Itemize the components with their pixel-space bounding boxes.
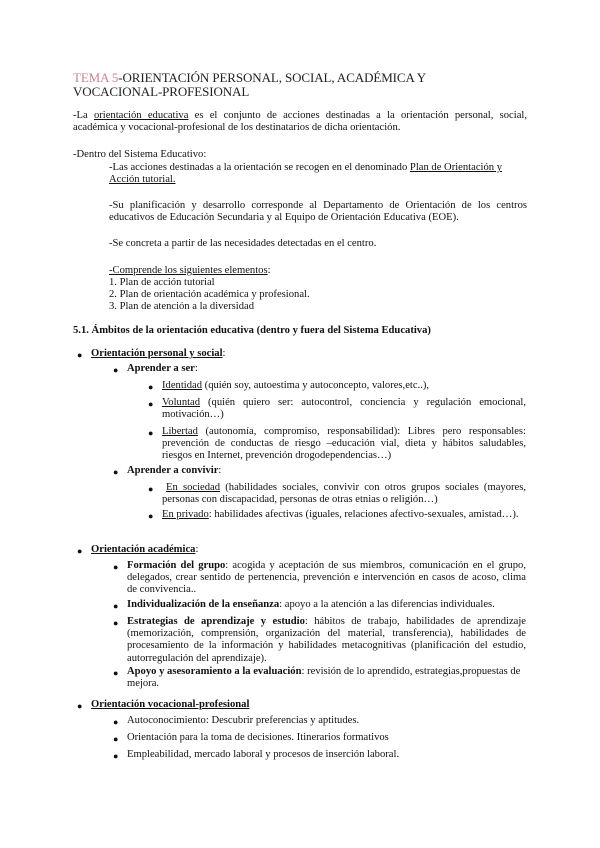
academic-item-term: Formación del grupo <box>127 560 226 571</box>
academic-item-text: : apoyo a la atención a las diferencias individuales. <box>279 599 495 610</box>
ser-item-text: (quién quiero ser: autocontrol, conciencia y regulación emocional, motivación…) <box>162 397 526 421</box>
convivir-item-sociedad <box>162 482 526 506</box>
academic-item-text: : acogida y aceptación de sus miembros, comunicación en el grupo, delegados, crear sentido de pertenencia, prevención e intervención en casos de acoso, clima de convivencia.. <box>127 560 526 596</box>
aprender-ser-heading <box>127 363 198 375</box>
aprender-convivir-colon: : <box>218 465 222 476</box>
elements-heading-colon: : <box>267 265 271 276</box>
section-heading: 5.1. Ámbitos de la orientación educativa (dentro y fuera del Sistema Educativa) <box>73 325 431 336</box>
elements-list-item: 2. Plan de orientación académica y profesional. <box>109 289 310 300</box>
intro-term: orientación educativa <box>93 110 189 121</box>
bullet-icon: ● <box>113 467 119 477</box>
intro-paragraph <box>73 110 527 134</box>
intro-rest: es el conjunto de acciones destinadas a la orientación personal, social, académica y vocacional-profesional de los destinatarios de dicha orientación. <box>73 110 527 134</box>
elements-list-item: 3. Plan de atención a la diversidad <box>109 301 255 312</box>
academic-item-text: : revisión de lo aprendido, estrategias,propuestas de mejora. <box>127 666 521 690</box>
ser-item-identidad <box>162 380 526 392</box>
vocational-item: Autoconocimiento: Descubrir preferencias y aptitudes. <box>127 715 360 726</box>
vocational-heading: Orientación vocacional-profesional <box>91 699 250 710</box>
academic-colon: : <box>195 544 199 555</box>
convivir-item-term: En sociedad <box>166 482 221 493</box>
elements-list-item: 1. Plan de acción tutorial <box>109 277 215 288</box>
elements-heading-text: -Comprende los siguientes elementos <box>109 265 268 276</box>
academic-item-estrategias <box>127 616 526 665</box>
system-paragraph-planning: -Su planificación y desarrollo corresponde al Departamento de Orientación de los centros educativos de Educación Secundaria y al Equipo de Orientación Educativa (EOE). <box>109 200 527 224</box>
bullet-icon: ● <box>113 751 119 761</box>
elements-heading <box>109 265 271 277</box>
intro-prefix: -La <box>73 110 94 121</box>
aprender-convivir-heading <box>127 465 221 477</box>
personal-label: Orientación personal y social <box>91 348 223 359</box>
aprender-ser-colon: : <box>194 363 198 374</box>
system-p1-prefix: -Las acciones destinadas a la orientación se recogen en el denominado <box>109 162 410 173</box>
ser-item-term: Voluntad <box>162 397 201 408</box>
bullet-icon: ● <box>148 399 154 409</box>
aprender-convivir-label: Aprender a convivir <box>127 465 219 476</box>
bullet-icon: ● <box>113 717 119 727</box>
ser-item-libertad <box>162 426 526 463</box>
academic-item-term: Individualización de la enseñanza <box>127 599 280 610</box>
bullet-icon: ● <box>113 365 119 375</box>
ser-item-text: (quién soy, autoestima y autoconcepto, valores,etc..), <box>202 380 430 391</box>
system-paragraph-plan <box>109 162 527 186</box>
bullet-icon: ● <box>77 701 83 711</box>
bullet-icon: ● <box>113 668 119 678</box>
vocational-item: Orientación para la toma de decisiones. Itinerarios formativos <box>127 732 389 743</box>
bullet-icon: ● <box>113 618 119 628</box>
academic-item-term: Apoyo y asesoramiento a la evaluación <box>127 666 302 677</box>
bullet-icon: ● <box>148 484 154 494</box>
title-text-line1: -ORIENTACIÓN PERSONAL, SOCIAL, ACADÉMICA Y <box>118 70 426 85</box>
academic-item-term: Estrategias de aprendizaje y estudio <box>127 616 305 627</box>
academic-item-evaluacion <box>127 666 526 690</box>
bullet-icon: ● <box>113 601 119 611</box>
system-heading: -Dentro del Sistema Educativo: <box>73 149 207 160</box>
title-text-line2: VOCACIONAL-PROFESIONAL <box>73 84 250 99</box>
academic-item-text: : hábitos de trabajo, habilidades de aprendizaje (memorización, comprensión, organización del material, transferencia), habilidades de procesamiento de la información y habilidades metacognitivas (planificación del estudio, autorregulación del aprendizaje). <box>127 616 526 664</box>
convivir-item-privado <box>162 509 526 521</box>
personal-colon: : <box>222 348 226 359</box>
vocational-item: Empleabilidad, mercado laboral y procesos de inserción laboral. <box>127 749 400 760</box>
personal-heading <box>91 348 226 360</box>
bullet-icon: ● <box>148 428 154 438</box>
academic-heading <box>91 544 198 556</box>
academic-item-formacion <box>127 560 526 597</box>
system-p1-plan: Plan de Orientación y Acción tutorial. <box>109 162 503 186</box>
convivir-item-text: : habilidades afectivas (iguales, relaciones afectivo-sexuales, amistad…). <box>208 509 519 520</box>
bullet-icon: ● <box>148 382 154 392</box>
ser-item-text: (autonomía, compromiso, responsabilidad): Libres pero responsables: prevención de conductas de riesgo –educación vial, dieta y hábitos saludables, riesgos en Internet, prevención drogodependencias…) <box>162 426 526 462</box>
ser-item-voluntad <box>162 397 526 421</box>
aprender-ser-label: Aprender a ser <box>127 363 195 374</box>
bullet-icon: ● <box>77 350 83 360</box>
bullet-icon: ● <box>148 511 154 521</box>
convivir-item-text: (habilidades sociales, convivir con otros grupos sociales (mayores, personas con discapacidad, personas de otras etnias o religión…) <box>162 482 527 506</box>
bullet-icon: ● <box>113 562 119 572</box>
title-tag: TEMA 5 <box>73 70 119 85</box>
ser-item-term: Libertad <box>162 426 198 437</box>
convivir-item-term: En privado <box>162 509 209 520</box>
academic-label: Orientación académica <box>91 544 196 555</box>
page-title <box>73 71 513 99</box>
ser-item-term: Identidad <box>162 380 203 391</box>
bullet-icon: ● <box>113 734 119 744</box>
academic-item-individualizacion <box>127 599 526 611</box>
system-paragraph-needs: -Se concreta a partir de las necesidades detectadas en el centro. <box>109 238 377 249</box>
bullet-icon: ● <box>77 546 83 556</box>
